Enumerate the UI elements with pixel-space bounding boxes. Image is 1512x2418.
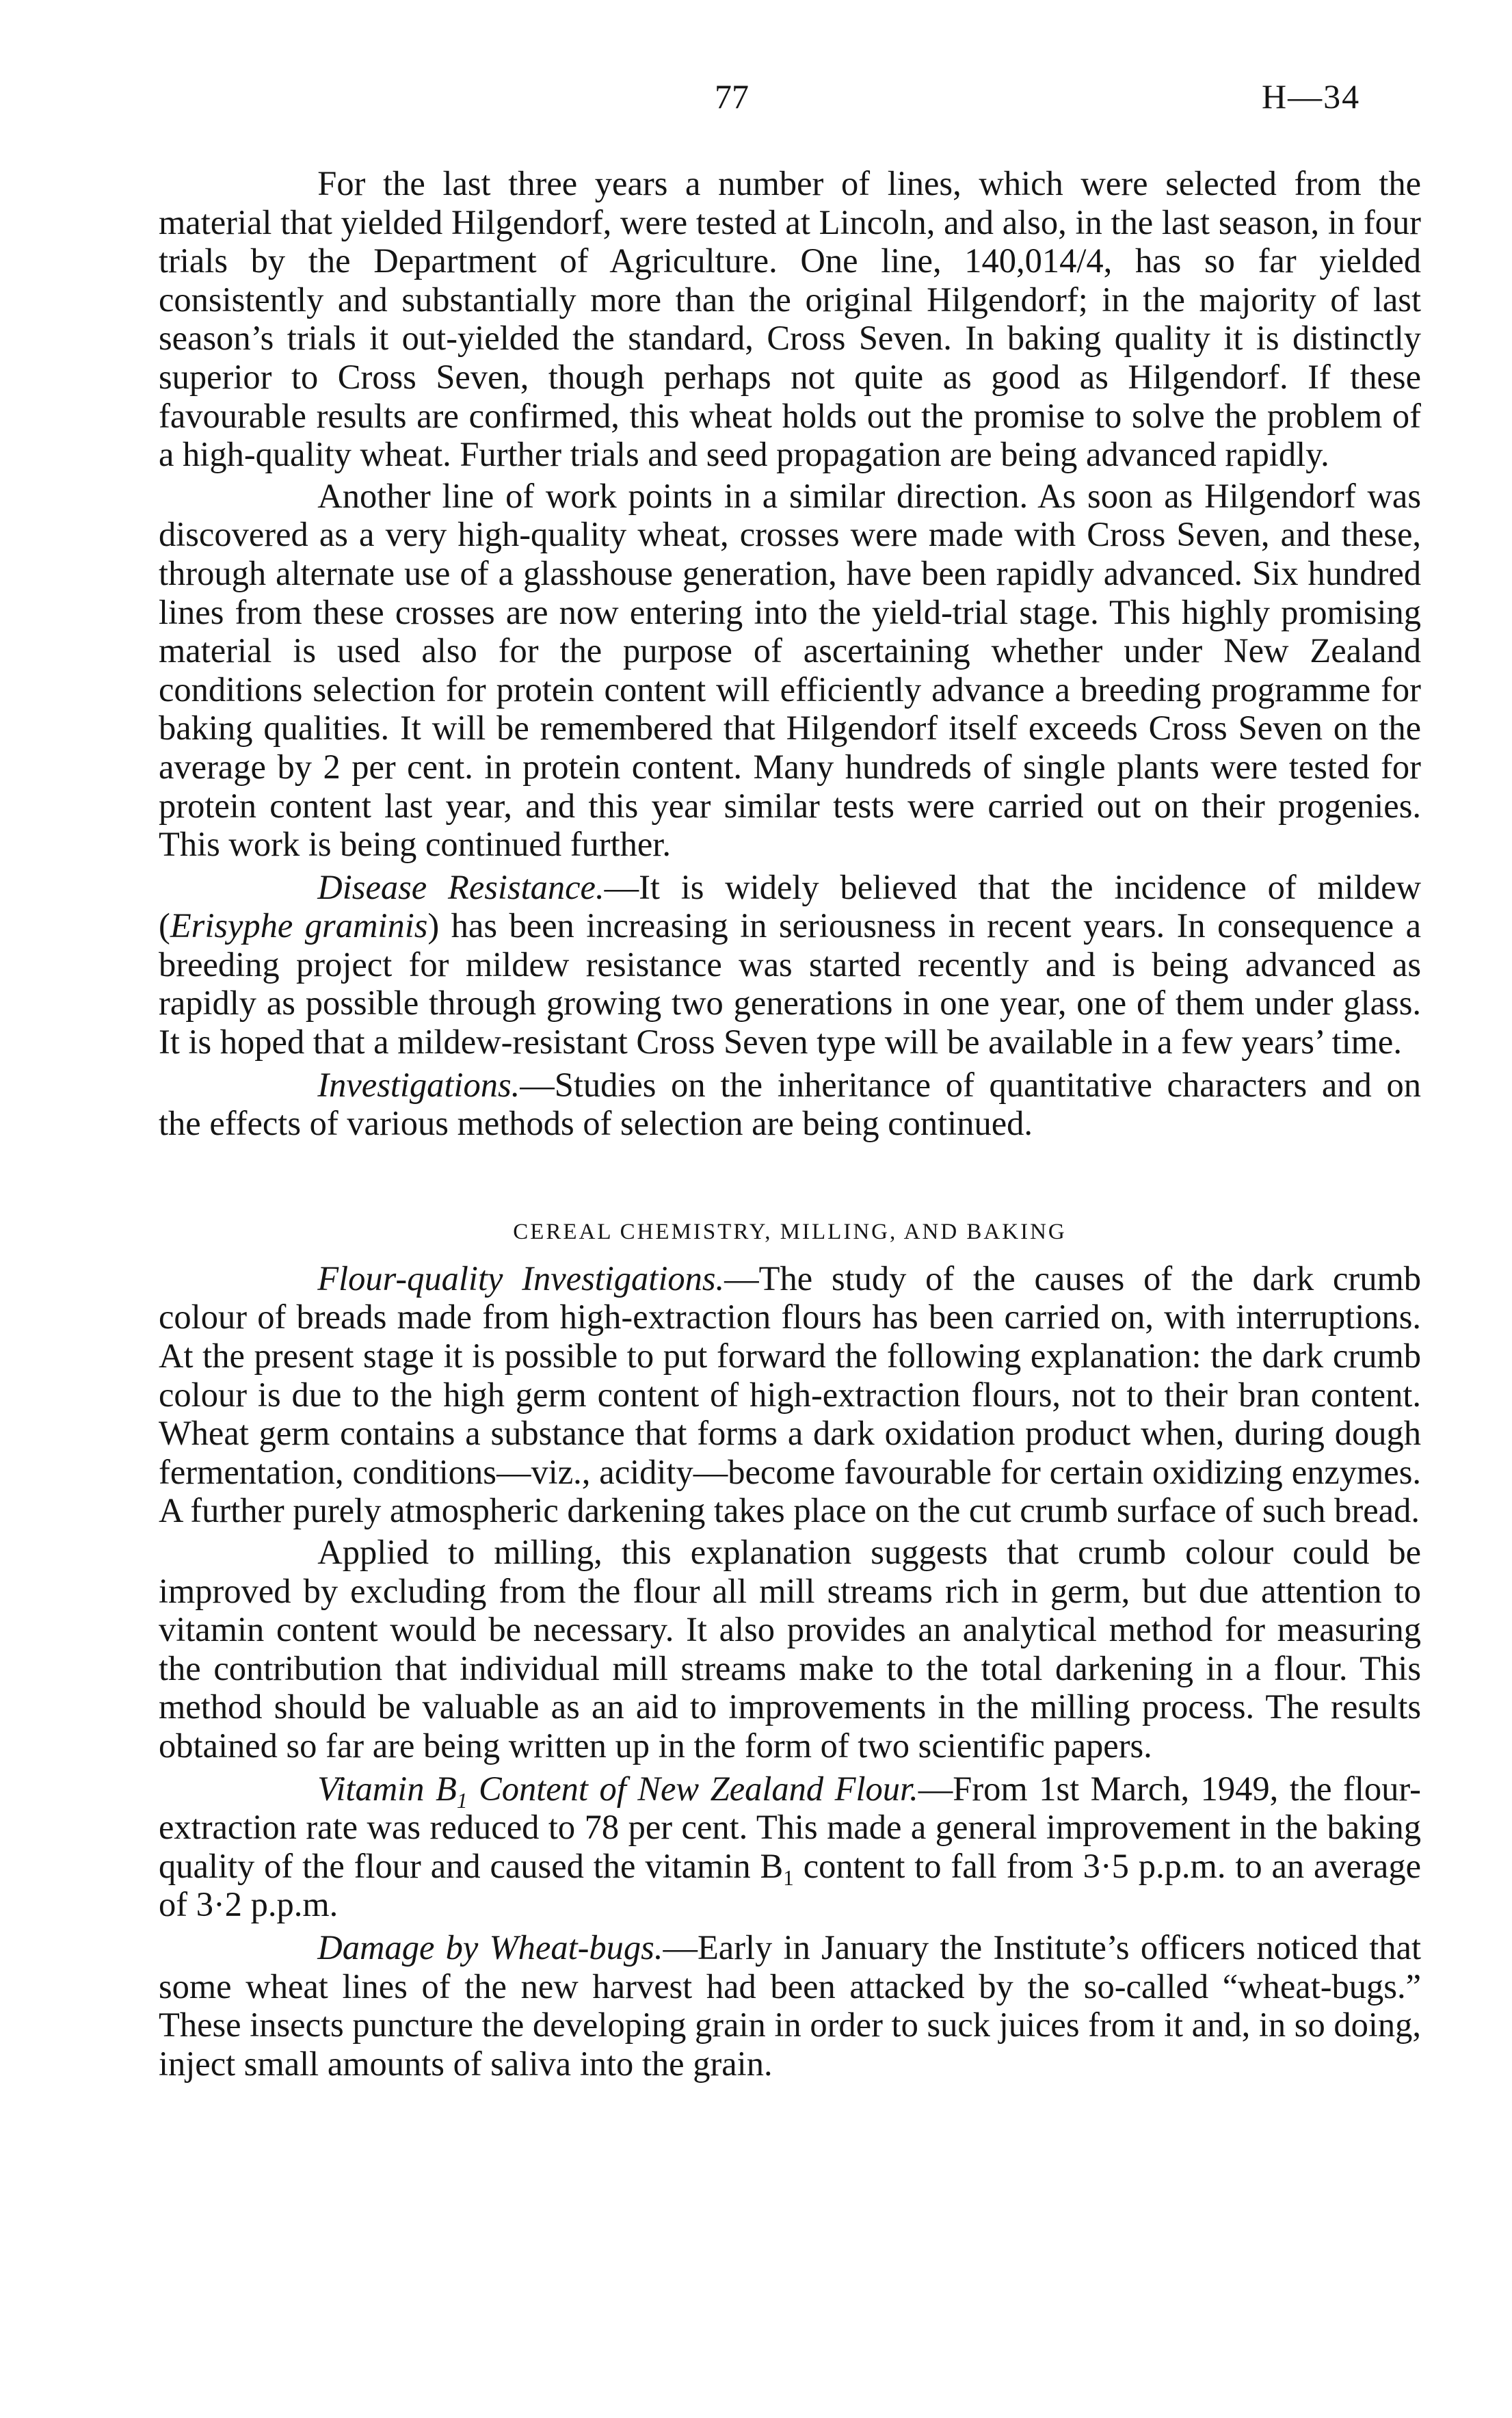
vitamin-heading-start: Vitamin B bbox=[317, 1769, 457, 1808]
page-number: 77 bbox=[715, 77, 749, 116]
species-name: Erisyphe graminis bbox=[170, 906, 428, 945]
flour-quality-text: —The study of the causes of the dark crumb colour of breads made from high-extraction flours has been carried on, with interruptions. At the present stage it is possible to put forward the following explanation: the dark crumb colour is due to the high germ content of high-extraction flours, not to their bran content. Wheat germ contains a substance that forms a dark oxidation product when, during dough fermentation, conditions—viz., acidity—become favourable for certain oxidizing enzymes. A further purely atmospheric darkening takes place on the cut crumb surface of such bread. bbox=[159, 1259, 1421, 1530]
vitamin-heading-subscript: 1 bbox=[456, 1788, 468, 1813]
paragraph-flour-quality bbox=[159, 1259, 1421, 1530]
paragraph-cross-seven-crosses: Another line of work points in a similar direction. As soon as Hilgendorf was discovered as a very high-quality wheat, crosses were made with Cross Seven, and these, through alternate use of a glasshouse generation, have been rapidly advanced. Six hundred lines from these crosses are now entering into the yield-trial stage. This highly promising material is used also for the purpose of ascertaining whether under New Zealand conditions selection for protein content will efficiently advance a breeding programme for baking qualities. It will be remembered that Hilgendorf itself exceeds Cross Seven on the average by 2 per cent. in protein content. Many hundreds of single plants were tested for protein content last year, and this year similar tests were carried out on their progenies. This work is being continued further. bbox=[159, 476, 1421, 864]
wheat-bugs-subheading: Damage by Wheat-bugs. bbox=[317, 1928, 663, 1967]
investigations-subheading: Investigations. bbox=[317, 1065, 520, 1104]
flour-quality-subheading: Flour-quality Investigations. bbox=[317, 1259, 725, 1298]
vitamin-heading-end: Content of New Zealand Flour. bbox=[467, 1769, 918, 1808]
paragraph-wheat-bugs bbox=[159, 1928, 1421, 2083]
paragraph-vitamin-b1 bbox=[159, 1770, 1421, 1924]
disease-resistance-subheading: Disease Resistance. bbox=[317, 867, 605, 906]
vitamin-text-end: content to fall from 3·5 p.p.m. to an average of 3·2 p.p.m. bbox=[159, 1846, 1421, 1924]
disease-text-before: —It is widely believed that the incidence of mildew ( bbox=[159, 867, 1421, 945]
vitamin-text-start: —From 1st March, 1949, the flour-extraction rate was reduced to 78 per cent. This made a general improvement in the baking quality of the flour and caused the vitamin B bbox=[159, 1769, 1421, 1885]
paragraph-disease-resistance bbox=[159, 868, 1421, 1062]
paragraph-hilgendorf-lines: For the last three years a number of lines, which were selected from the material that yielded Hilgendorf, were tested at Lincoln, and also, in the last season, in four trials by the Department of Agriculture. One line, 140,014/4, has so far yielded consistently and substantially more than the original Hilgendorf; in the majority of last season’s trials it out-yielded the standard, Cross Seven. In baking quality it is distinctly superior to Cross Seven, though perhaps not quite as good as Hilgendorf. If these favourable results are confirmed, this wheat holds out the promise to solve the problem of a high-quality wheat. Further trials and seed propagation are being advanced rapidly. bbox=[159, 164, 1421, 474]
body-text bbox=[159, 164, 1421, 2083]
report-code: H—34 bbox=[1262, 77, 1361, 116]
wheat-bugs-text: —Early in January the Institute’s officers noticed that some wheat lines of the new harvest had been attacked by the so-called “wheat-bugs.” These insects puncture the developing grain in order to suck juices from it and, in so doing, inject small amounts of saliva into the grain. bbox=[159, 1928, 1422, 2083]
investigations-text: —Studies on the inheritance of quantitative characters and on the effects of various methods of selection are being continued. bbox=[159, 1065, 1421, 1143]
section-heading-cereal-chemistry: CEREAL CHEMISTRY, MILLING, AND BAKING bbox=[513, 1219, 1067, 1244]
paragraph-milling: Applied to milling, this explanation suggests that crumb colour could be improved by excluding from the flour all mill streams rich in germ, but due attention to vitamin content would be necessary. It also provides an analytical method for measuring the contribution that individual mill streams make to the total darkening in a flour. This method should be valuable as an aid to improvements in the milling process. The results obtained so far are being written up in the form of two scientific papers. bbox=[159, 1533, 1421, 1765]
paragraph-investigations bbox=[159, 1066, 1421, 1143]
disease-text-after: ) has been increasing in seriousness in recent years. In consequence a breeding project for mildew resistance was started recently and is being advanced as rapidly as possible through growing two generations in one year, one of them under glass. It is hoped that a mildew-resistant Cross Seven type will be available in a few years’ time. bbox=[159, 906, 1421, 1062]
vitamin-text-subscript: 1 bbox=[783, 1865, 794, 1890]
page-header bbox=[0, 77, 1512, 124]
vitamin-b1-subheading bbox=[317, 1769, 918, 1813]
